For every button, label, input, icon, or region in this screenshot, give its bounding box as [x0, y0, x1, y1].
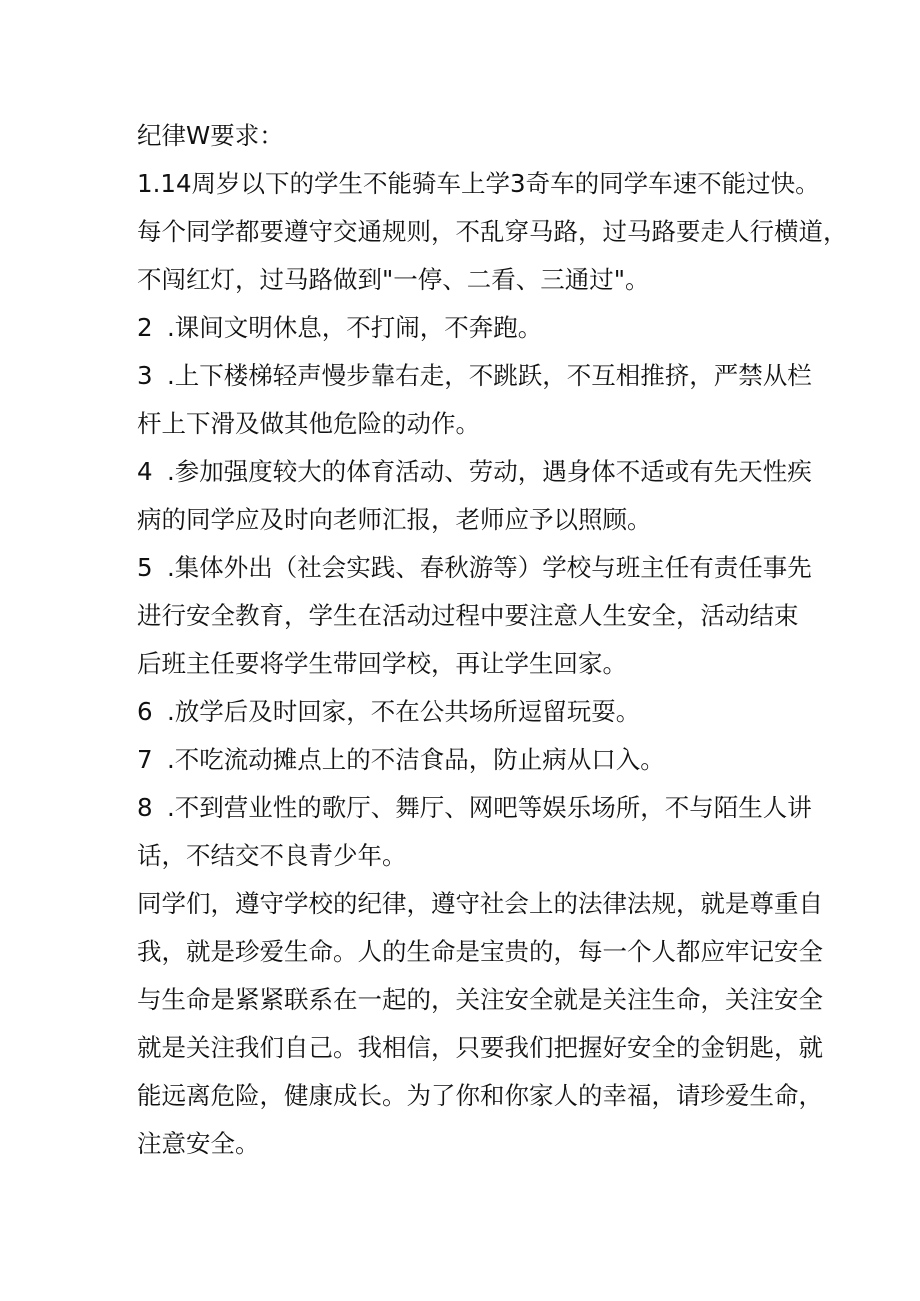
item-5-number: 5 [137, 553, 153, 582]
closing-line-5: 能远离危险，健康成长。为了你和你家人的幸福，请珍爱生命， [137, 1081, 823, 1110]
list-item-8 [137, 784, 812, 880]
item-2-number: 2 [137, 313, 153, 342]
list-item-5 [137, 544, 812, 688]
list-item-1 [137, 160, 848, 304]
closing-line-3: 与生命是紧紧联系在一起的，关注安全就是关注生命，关注安全 [137, 985, 823, 1014]
item-5-line-2: 进行安全教育，学生在活动过程中要注意人生安全，活动结束 [137, 601, 799, 630]
item-1-line-3: 不闯红灯，过马路做到"一停、二看、三通过"。 [137, 265, 650, 294]
list-item-3 [137, 352, 812, 448]
list-item-2 [137, 304, 787, 352]
item-6-number: 6 [137, 697, 153, 726]
item-3-line-1: .上下楼梯轻声慢步靠右走，不跳跃，不互相推挤，严禁从栏 [167, 361, 812, 390]
closing-line-2: 我，就是珍爱生命。人的生命是宝贵的，每一个人都应牢记安全 [137, 937, 823, 966]
item-7-number: 7 [137, 745, 153, 774]
closing-line-6: 注意安全。 [137, 1129, 260, 1158]
item-2-line-1: .课间文明休息，不打闹，不奔跑。 [167, 313, 543, 342]
item-4-number: 4 [137, 457, 153, 486]
document-body [137, 112, 848, 1168]
item-8-line-2: 话，不结交不良青少年。 [137, 841, 407, 870]
closing-line-1: 同学们，遵守学校的纪律，遵守社会上的法律法规，就是尊重自 [137, 889, 823, 918]
closing-paragraph [137, 880, 823, 1168]
item-3-number: 3 [137, 361, 153, 390]
item-3-line-2: 杆上下滑及做其他危险的动作。 [137, 409, 480, 438]
item-6-line-1: .放学后及时回家，不在公共场所逗留玩耍。 [167, 697, 641, 726]
closing-line-4: 就是关注我们自己。我相信，只要我们把握好安全的金钥匙，就 [137, 1033, 823, 1062]
item-4-line-2: 病的同学应及时向老师汇报，老师应予以照顾。 [137, 505, 652, 534]
item-4-line-1: .参加强度较大的体育活动、劳动，遇身体不适或有先天性疾 [167, 457, 812, 486]
item-1-line-1: 1.14周岁以下的学生不能骑车上学3奇车的同学车速不能过快。 [137, 169, 820, 198]
list-item-6 [137, 688, 787, 736]
item-5-line-3: 后班主任要将学生带回学校，再让学生回家。 [137, 649, 627, 678]
item-8-number: 8 [137, 793, 153, 822]
item-5-line-1: .集体外出（社会实践、春秋游等）学校与班主任有责任事先 [167, 553, 812, 582]
list-item-4 [137, 448, 812, 544]
heading: 纪律W要求： [137, 121, 284, 150]
list-item-7 [137, 736, 787, 784]
item-8-line-1: .不到营业性的歌厅、舞厅、网吧等娱乐场所，不与陌生人讲 [167, 793, 812, 822]
item-1-line-2: 每个同学都要遵守交通规则，不乱穿马路，过马路要走人行横道， [137, 217, 848, 246]
item-7-line-1: .不吃流动摊点上的不洁食品，防止病从口入。 [167, 745, 665, 774]
